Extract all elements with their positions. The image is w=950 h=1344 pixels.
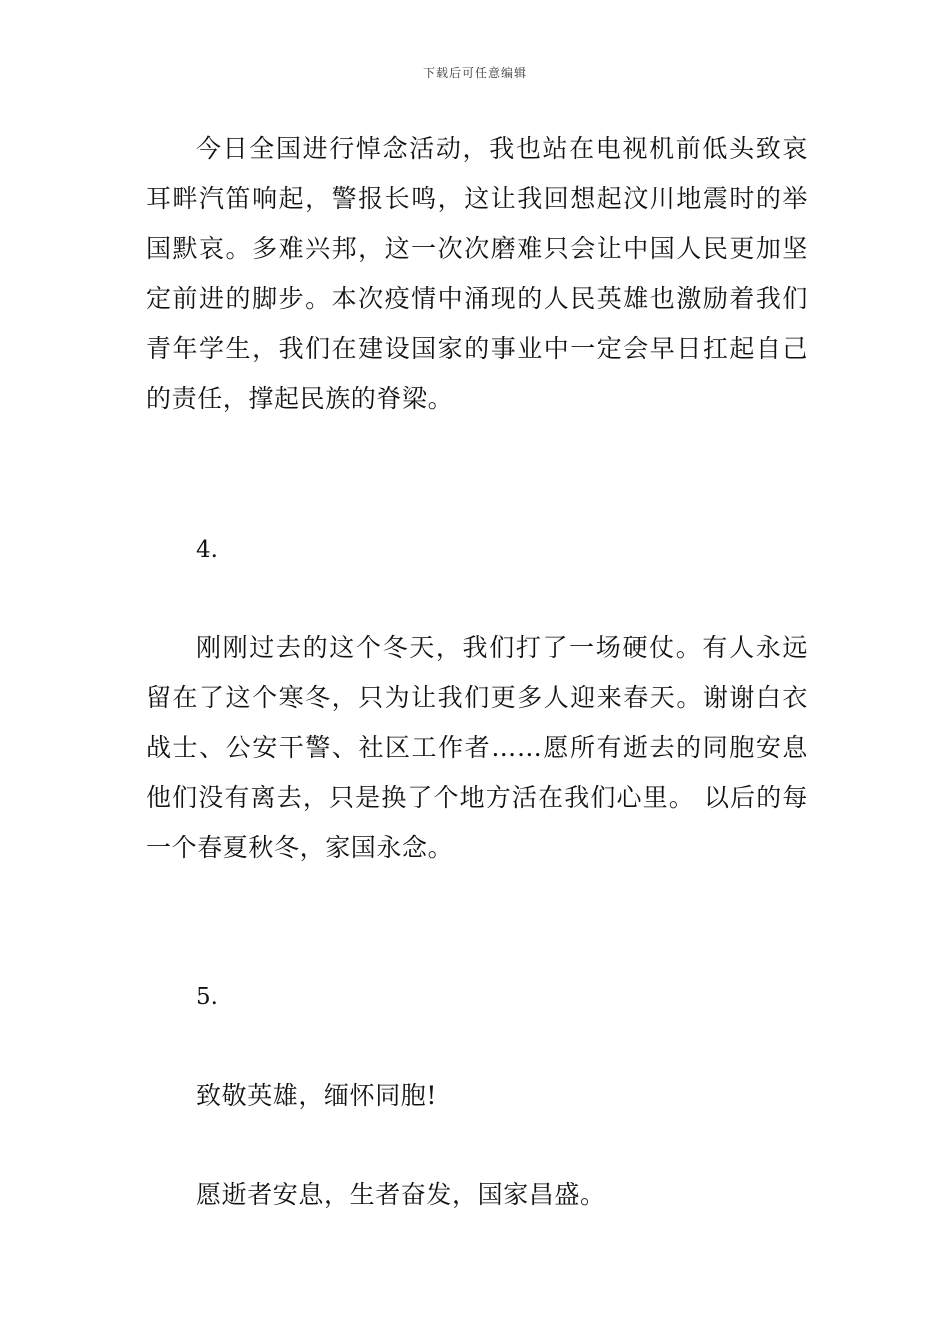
paragraph-mourning: 今日全国进行悼念活动，我也站在电视机前低头致哀耳畔汽笛响起，警报长鸣，这让我回想起汶川地震时的举国默哀。多难兴邦，这一次次磨难只会让中国人民更加坚定前进的脚步。本次疫情中涌现的人民英雄也激励着我们青年学生，我们在建设国家的事业中一定会早日扛起自己的责任，撑起民族的脊梁。	[146, 134, 808, 413]
section-number-4: 4.	[196, 537, 218, 563]
page-header-note: 下载后可任意编辑	[422, 66, 527, 80]
paragraph-winter: 刚刚过去的这个冬天，我们打了一场硬仗。有人永远留在了这个寒冬，只为让我们更多人迎来春天。谢谢白衣战士、公安干警、社区工作者……愿所有逝去的同胞安息他们没有离去，只是换了个地方活在我们心里。 以后的每一个春夏秋冬，家国永念。	[146, 633, 808, 862]
line-wish: 愿逝者安息，生者奋发，国家昌盛。	[196, 1180, 606, 1209]
line-salute-heroes: 致敬英雄，缅怀同胞!	[196, 1081, 438, 1110]
section-number-5: 5.	[196, 984, 218, 1010]
